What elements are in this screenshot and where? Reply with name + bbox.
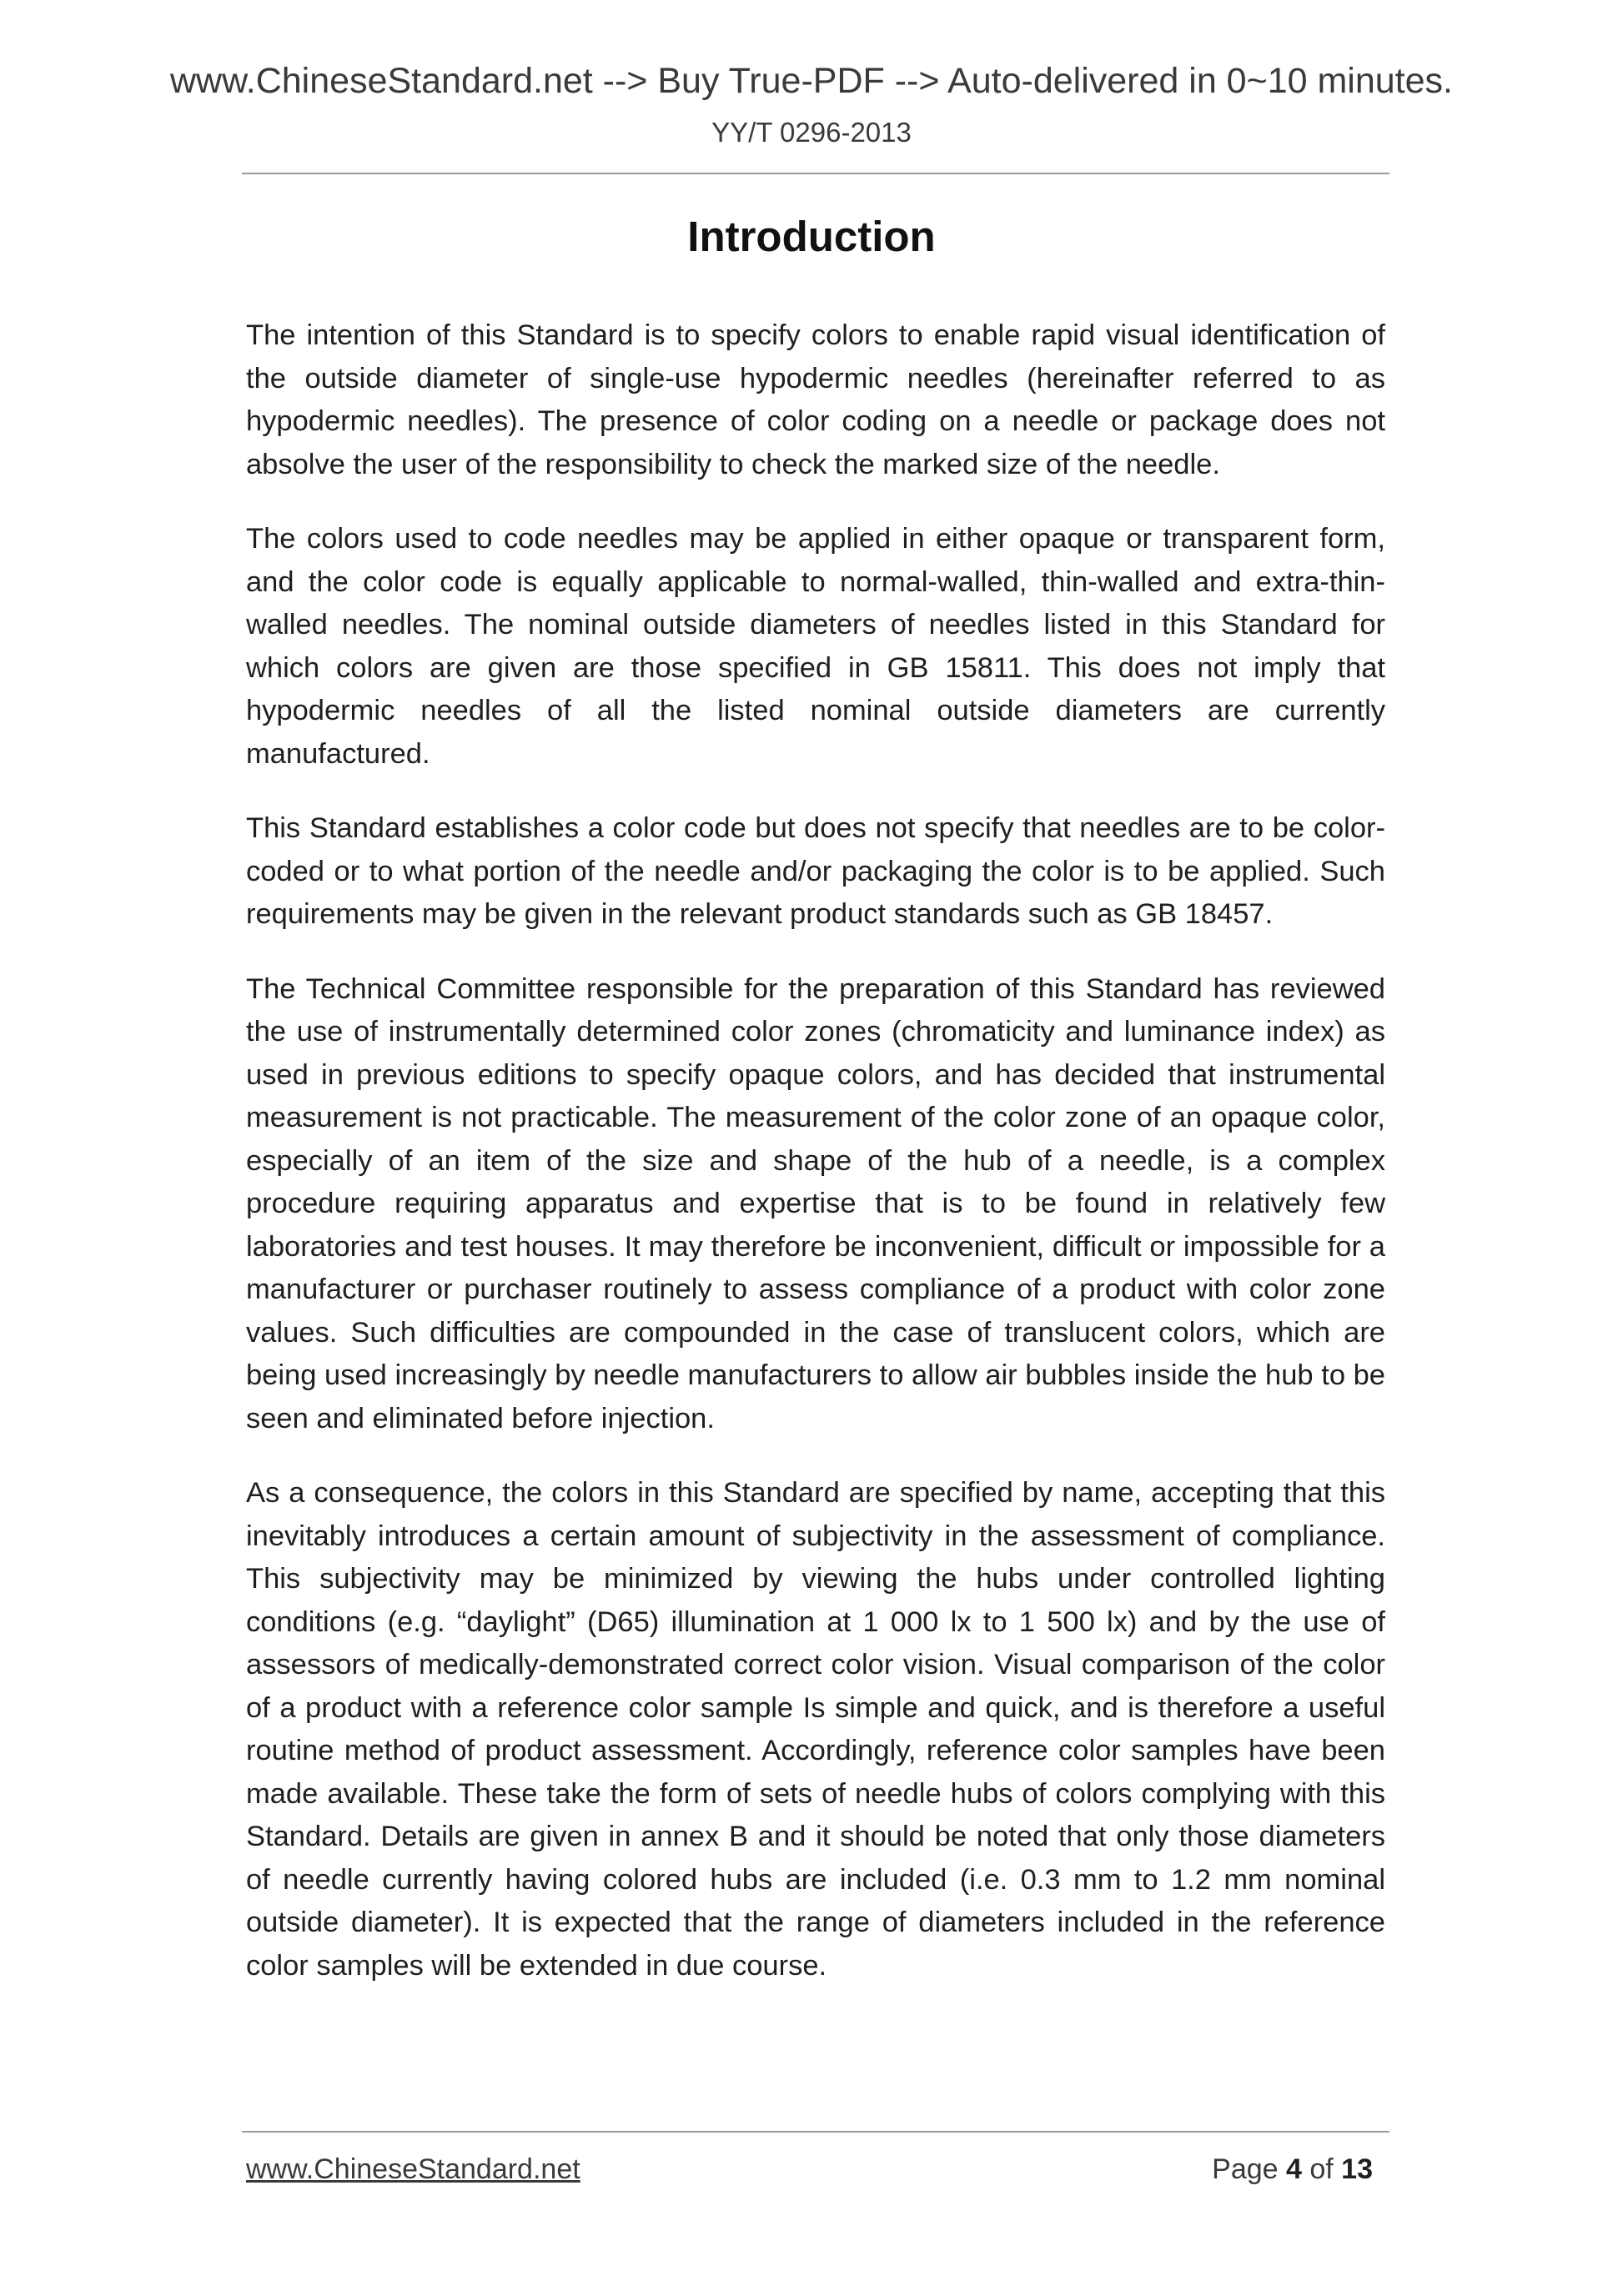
paragraph-colors-used: The colors used to code needles may be applied in either opaque or transparent form, and the color code is equally applicable to normal-walled, thin-walled and extra-thin-walled needles. The nominal outside diameters of needles listed in this Standard for which colors are given are those specified in GB 15811. This does not imply that hypodermic needles of all the listed nominal outside diameters are currently manufactured.: [246, 523, 1385, 770]
paragraph-intention: The intention of this Standard is to specify colors to enable rapid visual identification of the outside diameter of single-use hypodermic needles (hereinafter referred to as hypodermic needles). The presence of color coding on a needle or package does not absolve the user of the responsibility to check the marked size of the needle.: [246, 319, 1385, 480]
header-divider: [242, 173, 1389, 174]
page-current: 4: [1286, 2153, 1302, 2185]
footer-website-link[interactable]: www.ChineseStandard.net: [246, 2153, 580, 2185]
body-text: [246, 314, 1385, 2019]
paragraph-color-code: This Standard establishes a color code but does not specify that needles are to be color-coded or to what portion of the needle and/or packaging the color is to be applied. Such requirements may be given in the relevant product standards such as GB 18457.: [246, 812, 1385, 930]
document-code: YY/T 0296-2013: [711, 117, 912, 148]
paragraph-technical-committee: The Technical Committee responsible for the preparation of this Standard has reviewed the use of instrumentally determined color zones (chromaticity and luminance index) as used in previous editions to specify opaque colors, and has decided that instrumental measurement is not practicable. The measurement of the color zone of an opaque color, especially of an item of the size and shape of the hub of a needle, is a complex procedure requiring apparatus and expertise that is to be found in relatively few laboratories and test houses. It may therefore be inconvenient, difficult or impossible for a manufacturer or purchaser routinely to assess compliance of a product with color zone values. Such difficulties are compounded in the case of translucent colors, which are being used increasingly by needle manufacturers to allow air bubbles inside the hub to be seen and eliminated before injection.: [246, 972, 1385, 1434]
header-banner: www.ChineseStandard.net --> Buy True-PDF --> Auto-delivered in 0~10 minutes.: [169, 61, 1453, 101]
page-separator: of: [1301, 2153, 1342, 2185]
page-title: Introduction: [687, 213, 936, 260]
footer-divider: [242, 2131, 1389, 2133]
page-number: [1212, 2155, 1373, 2183]
page-total: 13: [1341, 2153, 1373, 2185]
page-prefix: Page: [1212, 2153, 1286, 2185]
paragraph-consequence: As a consequence, the colors in this Standard are specified by name, accepting that this inevitably introduces a certain amount of subjectivity in the assessment of compliance. This subjectivity may be minimized by viewing the hubs under controlled lighting conditions (e.g. “daylight” (D65) illumination at 1 000 lx to 1 500 lx) and by the use of assessors of medically-demonstrated correct color vision. Visual comparison of the color of a product with a reference color sample Is simple and quick, and is therefore a useful routine method of product assessment. Accordingly, reference color samples have been made available. These take the form of sets of needle hubs of colors complying with this Standard. Details are given in annex B and it should be noted that only those diameters of needle currently having colored hubs are included (i.e. 0.3 mm to 1.2 mm nominal outside diameter). It is expected that the range of diameters included in the reference color samples will be extended in due course.: [246, 1477, 1385, 1982]
